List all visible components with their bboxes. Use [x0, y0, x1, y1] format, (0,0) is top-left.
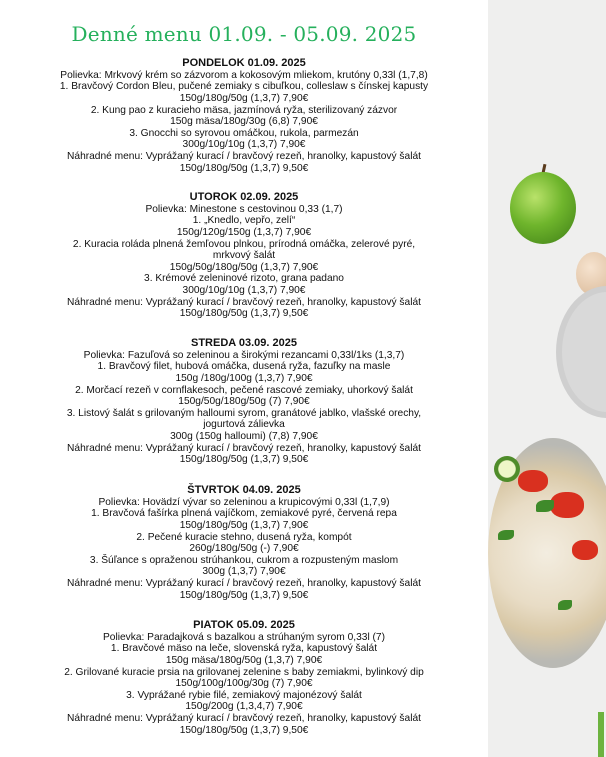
menu-line: Polievka: Fazuľová so zeleninou a širokými rezancami 0,33l/1ks (1,3,7)	[83, 349, 405, 361]
menu-title: Denné menu 01.09. - 05.09. 2025	[71, 22, 417, 46]
menu-line: Polievka: Minestone s cestovinou 0,33 (1,7)	[145, 203, 343, 215]
menu-line: 150g/50g/180g/50g (1,3,7) 7,90€	[169, 261, 319, 273]
day-section-thursday	[0, 484, 488, 601]
menu-line: 1. Bravčový Cordon Bleu, pučené zemiaky s cibuľkou, colleslaw s čínskej kapusty	[59, 81, 429, 93]
tomato-piece-image	[572, 540, 598, 560]
green-accent-bar	[598, 712, 604, 757]
day-heading: PONDELOK 01.09. 2025	[182, 57, 306, 69]
herb-leaf-image	[558, 600, 572, 610]
herb-leaf-image	[498, 530, 514, 540]
menu-line: 150g/100g/100g/30g (7) 7,90€	[175, 678, 313, 690]
menu-line: 3. Listový šalát s grilovaným halloumi syrom, granátové jablko, vlašské orechy,	[66, 407, 422, 419]
tomato-piece-image	[550, 492, 584, 518]
menu-line: 1. Bravčové mäso na leče, slovenská ryža, kapustový šalát	[110, 643, 378, 655]
menu-line: 2. Kuracia roláda plnená žemľovou plnkou, prírodná omáčka, zelerové pyré,	[72, 238, 416, 250]
day-section-wednesday	[0, 337, 488, 466]
menu-line: 300g/10g/10g (1,3,7) 7,90€	[182, 139, 306, 151]
menu-line: 260g/180g/50g (-) 7,90€	[189, 543, 299, 555]
plate-image	[556, 286, 606, 418]
menu-line: 150g/180g/50g (1,3,7) 9,50€	[179, 162, 309, 174]
tomato-piece-image	[518, 470, 548, 492]
menu-line: 300g/10g/10g (1,3,7) 7,90€	[182, 284, 306, 296]
menu-line: mrkvový šalát	[212, 250, 276, 262]
menu-line: 150g/180g/50g (1,3,7) 7,90€	[179, 92, 309, 104]
menu-line: Náhradné menu: Vyprážaný kurací / bravčový rezeň, hranolky, kapustový šalát	[67, 296, 421, 308]
menu-line: Polievka: Paradajková s bazalkou a strúhaným syrom 0,33l (7)	[103, 631, 385, 643]
menu-line: jogurtová zálievka	[203, 419, 285, 431]
menu-line: Polievka: Mrkvový krém so zázvorom a kokosovým mliekom, krutóny 0,33l (1,7,8)	[60, 69, 428, 81]
menu-line: 3. Gnocchi so syrovou omáčkou, rukola, parmezán	[129, 127, 359, 139]
menu-line: Náhradné menu: Vyprážaný kurací / bravčový rezeň, hranolky, kapustový šalát	[67, 577, 421, 589]
menu-line: 150g/180g/50g (1,3,7) 9,50€	[179, 308, 309, 320]
menu-line: 150g/50g/180g/50g (7) 7,90€	[178, 396, 310, 408]
menu-line: Náhradné menu: Vyprážaný kurací / bravčový rezeň, hranolky, kapustový šalát	[67, 712, 421, 724]
day-heading: ŠTVRTOK 04.09. 2025	[187, 484, 301, 496]
menu-line: Náhradné menu: Vyprážaný kurací / bravčový rezeň, hranolky, kapustový šalát	[67, 442, 421, 454]
menu-line: 3. Vyprážané rybie filé, zemiakový majonézový šalát	[126, 689, 362, 701]
day-heading: UTOROK 02.09. 2025	[189, 191, 299, 203]
menu-line: 150g/120g/150g (1,3,7) 7,90€	[176, 226, 312, 238]
menu-line: 150g mäsa/180g/50g (1,3,7) 7,90€	[165, 654, 323, 666]
cucumber-slice-image	[494, 456, 520, 482]
menu-line: 1. Bravčový filet, hubová omáčka, dusená ryža, fazuľky na masle	[97, 361, 391, 373]
menu-line: 2. Morčací rezeň v cornflakesoch, pečené rascové zemiaky, uhorkový šalát	[75, 384, 413, 396]
menu-line: 2. Kung pao z kuracieho mäsa, jazmínová ryža, sterilizovaný zázvor	[90, 104, 398, 116]
menu-line: 1. „Knedlo, vepřo, zelí“	[192, 215, 296, 227]
day-section-friday	[0, 619, 488, 736]
menu-line: Polievka: Hovädzí vývar so zeleninou a krupicovými 0,33l (1,7,9)	[98, 496, 390, 508]
menu-line: Náhradné menu: Vyprážaný kurací / bravčový rezeň, hranolky, kapustový šalát	[67, 150, 421, 162]
menu-line: 150g /180g/100g (1,3,7) 7,90€	[175, 372, 313, 384]
menu-line: 150g/180g/50g (1,3,7) 9,50€	[179, 724, 309, 736]
food-photo-strip	[488, 0, 606, 757]
menu-line: 2. Grilované kuracie prsia na grilovanej zelenine s baby zemiakmi, bylinkový dip	[64, 666, 424, 678]
menu-line: 3. Šúľance s opraženou strúhankou, cukrom a rozpusteným maslom	[89, 554, 399, 566]
day-section-monday	[0, 57, 488, 174]
menu-line: 150g/180g/50g (1,3,7) 9,50€	[179, 454, 309, 466]
menu-line: 2. Pečené kuracie stehno, dusená ryža, kompót	[136, 531, 352, 543]
menu-line: 150g/200g (1,3,4,7) 7,90€	[185, 701, 303, 713]
day-heading: PIATOK 05.09. 2025	[193, 619, 295, 631]
menu-line: 300g (150g halloumi) (7,8) 7,90€	[170, 430, 318, 442]
menu-line: 150g/180g/50g (1,3,7) 7,90€	[179, 519, 309, 531]
menu-line: 1. Bravčová fašírka plnená vajíčkom, zemiakové pyré, červená repa	[91, 508, 397, 520]
menu-line: 150g mäsa/180g/30g (6,8) 7,90€	[170, 116, 318, 128]
menu-line: 3. Krémové zeleninové rizoto, grana padano	[144, 273, 344, 285]
herb-leaf-image	[536, 500, 554, 512]
day-heading: STREDA 03.09. 2025	[191, 337, 297, 349]
green-apple-image	[510, 172, 576, 244]
menu-line: 300g (1,3,7) 7,90€	[202, 566, 286, 578]
menu-line: 150g/180g/50g (1,3,7) 9,50€	[179, 589, 309, 601]
day-section-tuesday	[0, 191, 488, 320]
